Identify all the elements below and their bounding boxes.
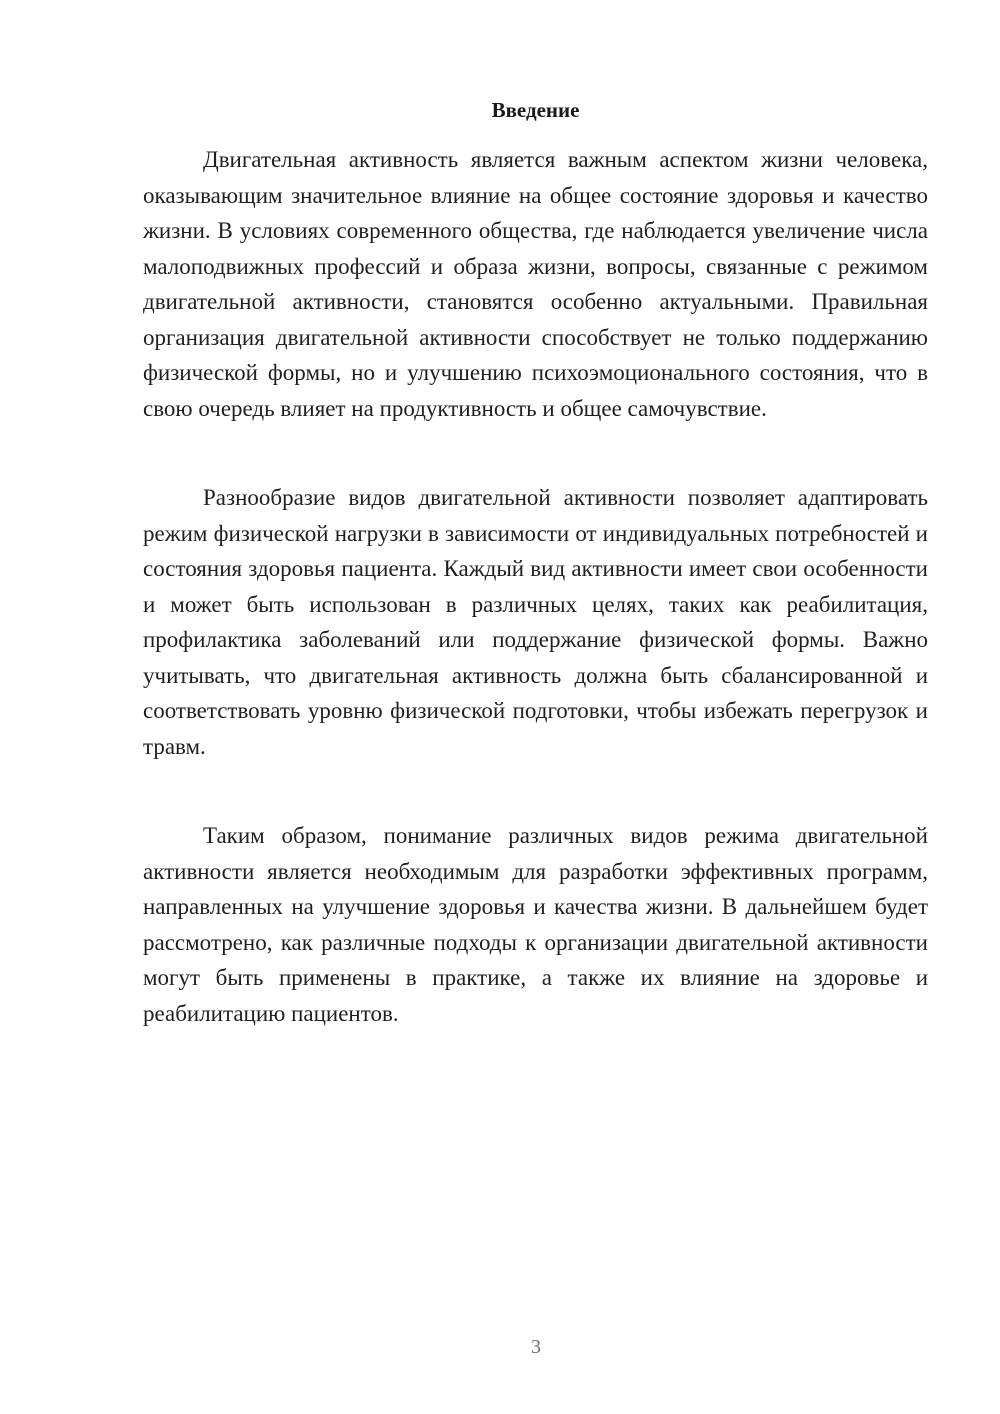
paragraph-3: Таким образом, понимание различных видов режима двигательной активности является необходимым для разработки эффективных программ, направленных на улучшение здоровья и качества жизни. В дальнейшем будет рассмотрено, как различные подходы к организации двигательной активности могут быть применены в практике, а также их влияние на здоровье и реабилитацию пациентов. [143,823,928,1026]
page-number: 3 [531,1336,541,1358]
page-title: Введение [491,98,580,122]
paragraph-1: Двигательная активность является важным аспектом жизни человека, оказывающим значительное влияние на общее состояние здоровья и качество жизни. В условиях современного общества, где наблюдается увеличение числа малоподвижных профессий и образа жизни, вопросы, связанные с режимом двигательной активности, становятся особенно актуальными. Правильная организация двигательной активности способствует не только поддержанию физической формы, но и улучшению психоэмоционального состояния, что в свою очередь влияет на продуктивность и общее самочувствие. [143,147,928,421]
paragraph-2: Разнообразие видов двигательной активности позволяет адаптировать режим физической нагрузки в зависимости от индивидуальных потребностей и состояния здоровья пациента. Каждый вид активности имеет свои особенности и может быть использован в различных целях, таких как реабилитация, профилактика заболеваний или поддержание физической формы. Важно учитывать, что двигательная активность должна быть сбалансированной и соответствовать уровню физической подготовки, чтобы избежать перегрузок и травм. [143,485,928,759]
